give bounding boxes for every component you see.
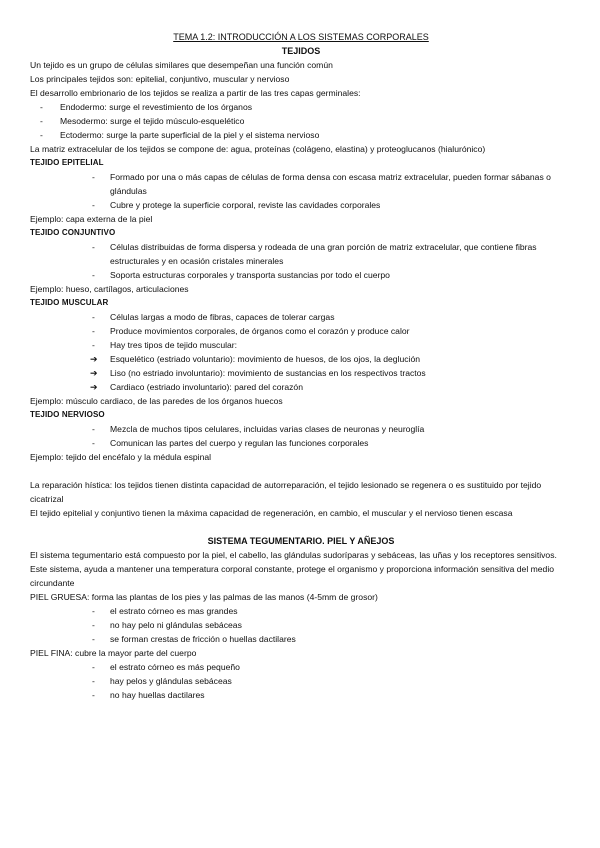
list-item: - no hay huellas dactilares bbox=[92, 690, 205, 700]
germ-layer-list bbox=[30, 100, 572, 142]
heading-conjuntivo: TEJIDO CONJUNTIVO bbox=[30, 228, 116, 237]
muscular-list bbox=[30, 310, 572, 352]
example-conjuntivo: Ejemplo: hueso, cartílagos, articulaciones bbox=[30, 284, 189, 294]
list-item: - el estrato córneo es más pequeño bbox=[92, 662, 240, 672]
arrow-icon: ➔ bbox=[90, 368, 98, 378]
heading-nervioso: TEJIDO NERVIOSO bbox=[30, 410, 105, 419]
list-item: ➔ Cardiaco (estriado involuntario): pared del corazón bbox=[90, 382, 303, 392]
nervioso-list bbox=[30, 422, 572, 450]
page-title: TEMA 1.2: INTRODUCCIÓN A LOS SISTEMAS CORPORALES bbox=[173, 32, 429, 42]
list-item: - Cubre y protege la superficie corporal, reviste las cavidades corporales bbox=[92, 200, 381, 210]
list-item: - Células distribuidas de forma dispersa y rodeada de una gran porción de matriz extracelular, que contiene fibras estructurales y en ocasión cristales minerales bbox=[92, 242, 537, 266]
example-epitelial: Ejemplo: capa externa de la piel bbox=[30, 214, 153, 224]
example-nervioso: Ejemplo: tejido del encéfalo y la médula espinal bbox=[30, 452, 212, 462]
conjuntivo-list bbox=[30, 240, 572, 282]
list-item: - no hay pelo ni glándulas sebáceas bbox=[92, 620, 242, 630]
matrix-paragraph: La matriz extracelular de los tejidos se compone de: agua, proteínas (colágeno, elastina) y proteoglucanos (hialurónico) bbox=[30, 144, 486, 154]
example-muscular: Ejemplo: músculo cardiaco, de las paredes de los órganos huecos bbox=[30, 396, 283, 406]
list-item: - Produce movimientos corporales, de órganos como el corazón y produce calor bbox=[92, 326, 410, 336]
list-item: ➔ Liso (no estriado involuntario): movimiento de sustancias en los respectivos tractos bbox=[90, 368, 426, 378]
list-item: - Hay tres tipos de tejido muscular: bbox=[92, 340, 238, 350]
piel-fina-list bbox=[30, 660, 572, 702]
list-item: - Formado por una o más capas de células de forma densa con escasa matriz extracelular, pueden formar sábanas o glándulas bbox=[92, 172, 551, 196]
heading-piel-gruesa: PIEL GRUESA: forma las plantas de los pies y las palmas de las manos (4-5mm de grosor) bbox=[30, 592, 378, 602]
list-item: - hay pelos y glándulas sebáceas bbox=[92, 676, 232, 686]
repair-paragraph-1: La reparación hística: los tejidos tienen distinta capacidad de autorreparación, el tejido lesionado se regenera o es sustituido por tejido cicatrizal bbox=[30, 480, 542, 504]
list-item: - Comunican las partes del cuerpo y regulan las funciones corporales bbox=[92, 438, 369, 448]
document-content bbox=[30, 30, 572, 702]
tegumentario-intro: El sistema tegumentario está compuesto por la piel, el cabello, las glándulas sudoríparas y sebáceas, las uñas y los receptores sensitivos. Este sistema, ayuda a mantener una temperatura corporal constante, protege el organismo y proporciona información sensitiva del medio circundante bbox=[30, 550, 557, 588]
list-item: - el estrato córneo es mas grandes bbox=[92, 606, 238, 616]
list-item: - se forman crestas de fricción o huellas dactilares bbox=[92, 634, 296, 644]
muscle-types-list bbox=[30, 352, 572, 394]
list-item: - Mesodermo: surge el tejido músculo-esquelético bbox=[40, 116, 245, 126]
piel-gruesa-list bbox=[30, 604, 572, 646]
heading-epitelial: TEJIDO EPITELIAL bbox=[30, 158, 104, 167]
list-item: ➔ Esquelético (estriado voluntario): movimiento de huesos, de los ojos, la deglución bbox=[90, 354, 421, 364]
section-title-tegumentario: SISTEMA TEGUMENTARIO. PIEL Y AÑEJOS bbox=[207, 536, 395, 546]
list-item: - Mezcla de muchos tipos celulares, incluidas varias clases de neuronas y neuroglía bbox=[92, 424, 425, 434]
intro-line-2: Los principales tejidos son: epitelial, conjuntivo, muscular y nervioso bbox=[30, 74, 290, 84]
intro-line-3: El desarrollo embrionario de los tejidos se realiza a partir de las tres capas germinales: bbox=[30, 88, 361, 98]
repair-paragraph-2: El tejido epitelial y conjuntivo tienen la máxima capacidad de regeneración, en cambio, el muscular y el nervioso tienen escasa bbox=[30, 508, 513, 518]
list-item: - Células largas a modo de fibras, capaces de tolerar cargas bbox=[92, 312, 335, 322]
epitelial-list bbox=[30, 170, 572, 212]
heading-muscular: TEJIDO MUSCULAR bbox=[30, 298, 109, 307]
arrow-icon: ➔ bbox=[90, 354, 98, 364]
list-item: - Ectodermo: surge la parte superficial de la piel y el sistema nervioso bbox=[40, 130, 320, 140]
list-item: - Soporta estructuras corporales y transporta sustancias por todo el cuerpo bbox=[92, 270, 390, 280]
arrow-icon: ➔ bbox=[90, 382, 98, 392]
heading-piel-fina: PIEL FINA: cubre la mayor parte del cuerpo bbox=[30, 648, 197, 658]
page-subtitle: TEJIDOS bbox=[281, 46, 321, 56]
list-item: - Endodermo: surge el revestimiento de los órganos bbox=[40, 102, 253, 112]
intro-line-1: Un tejido es un grupo de células similares que desempeñan una función común bbox=[30, 60, 333, 70]
